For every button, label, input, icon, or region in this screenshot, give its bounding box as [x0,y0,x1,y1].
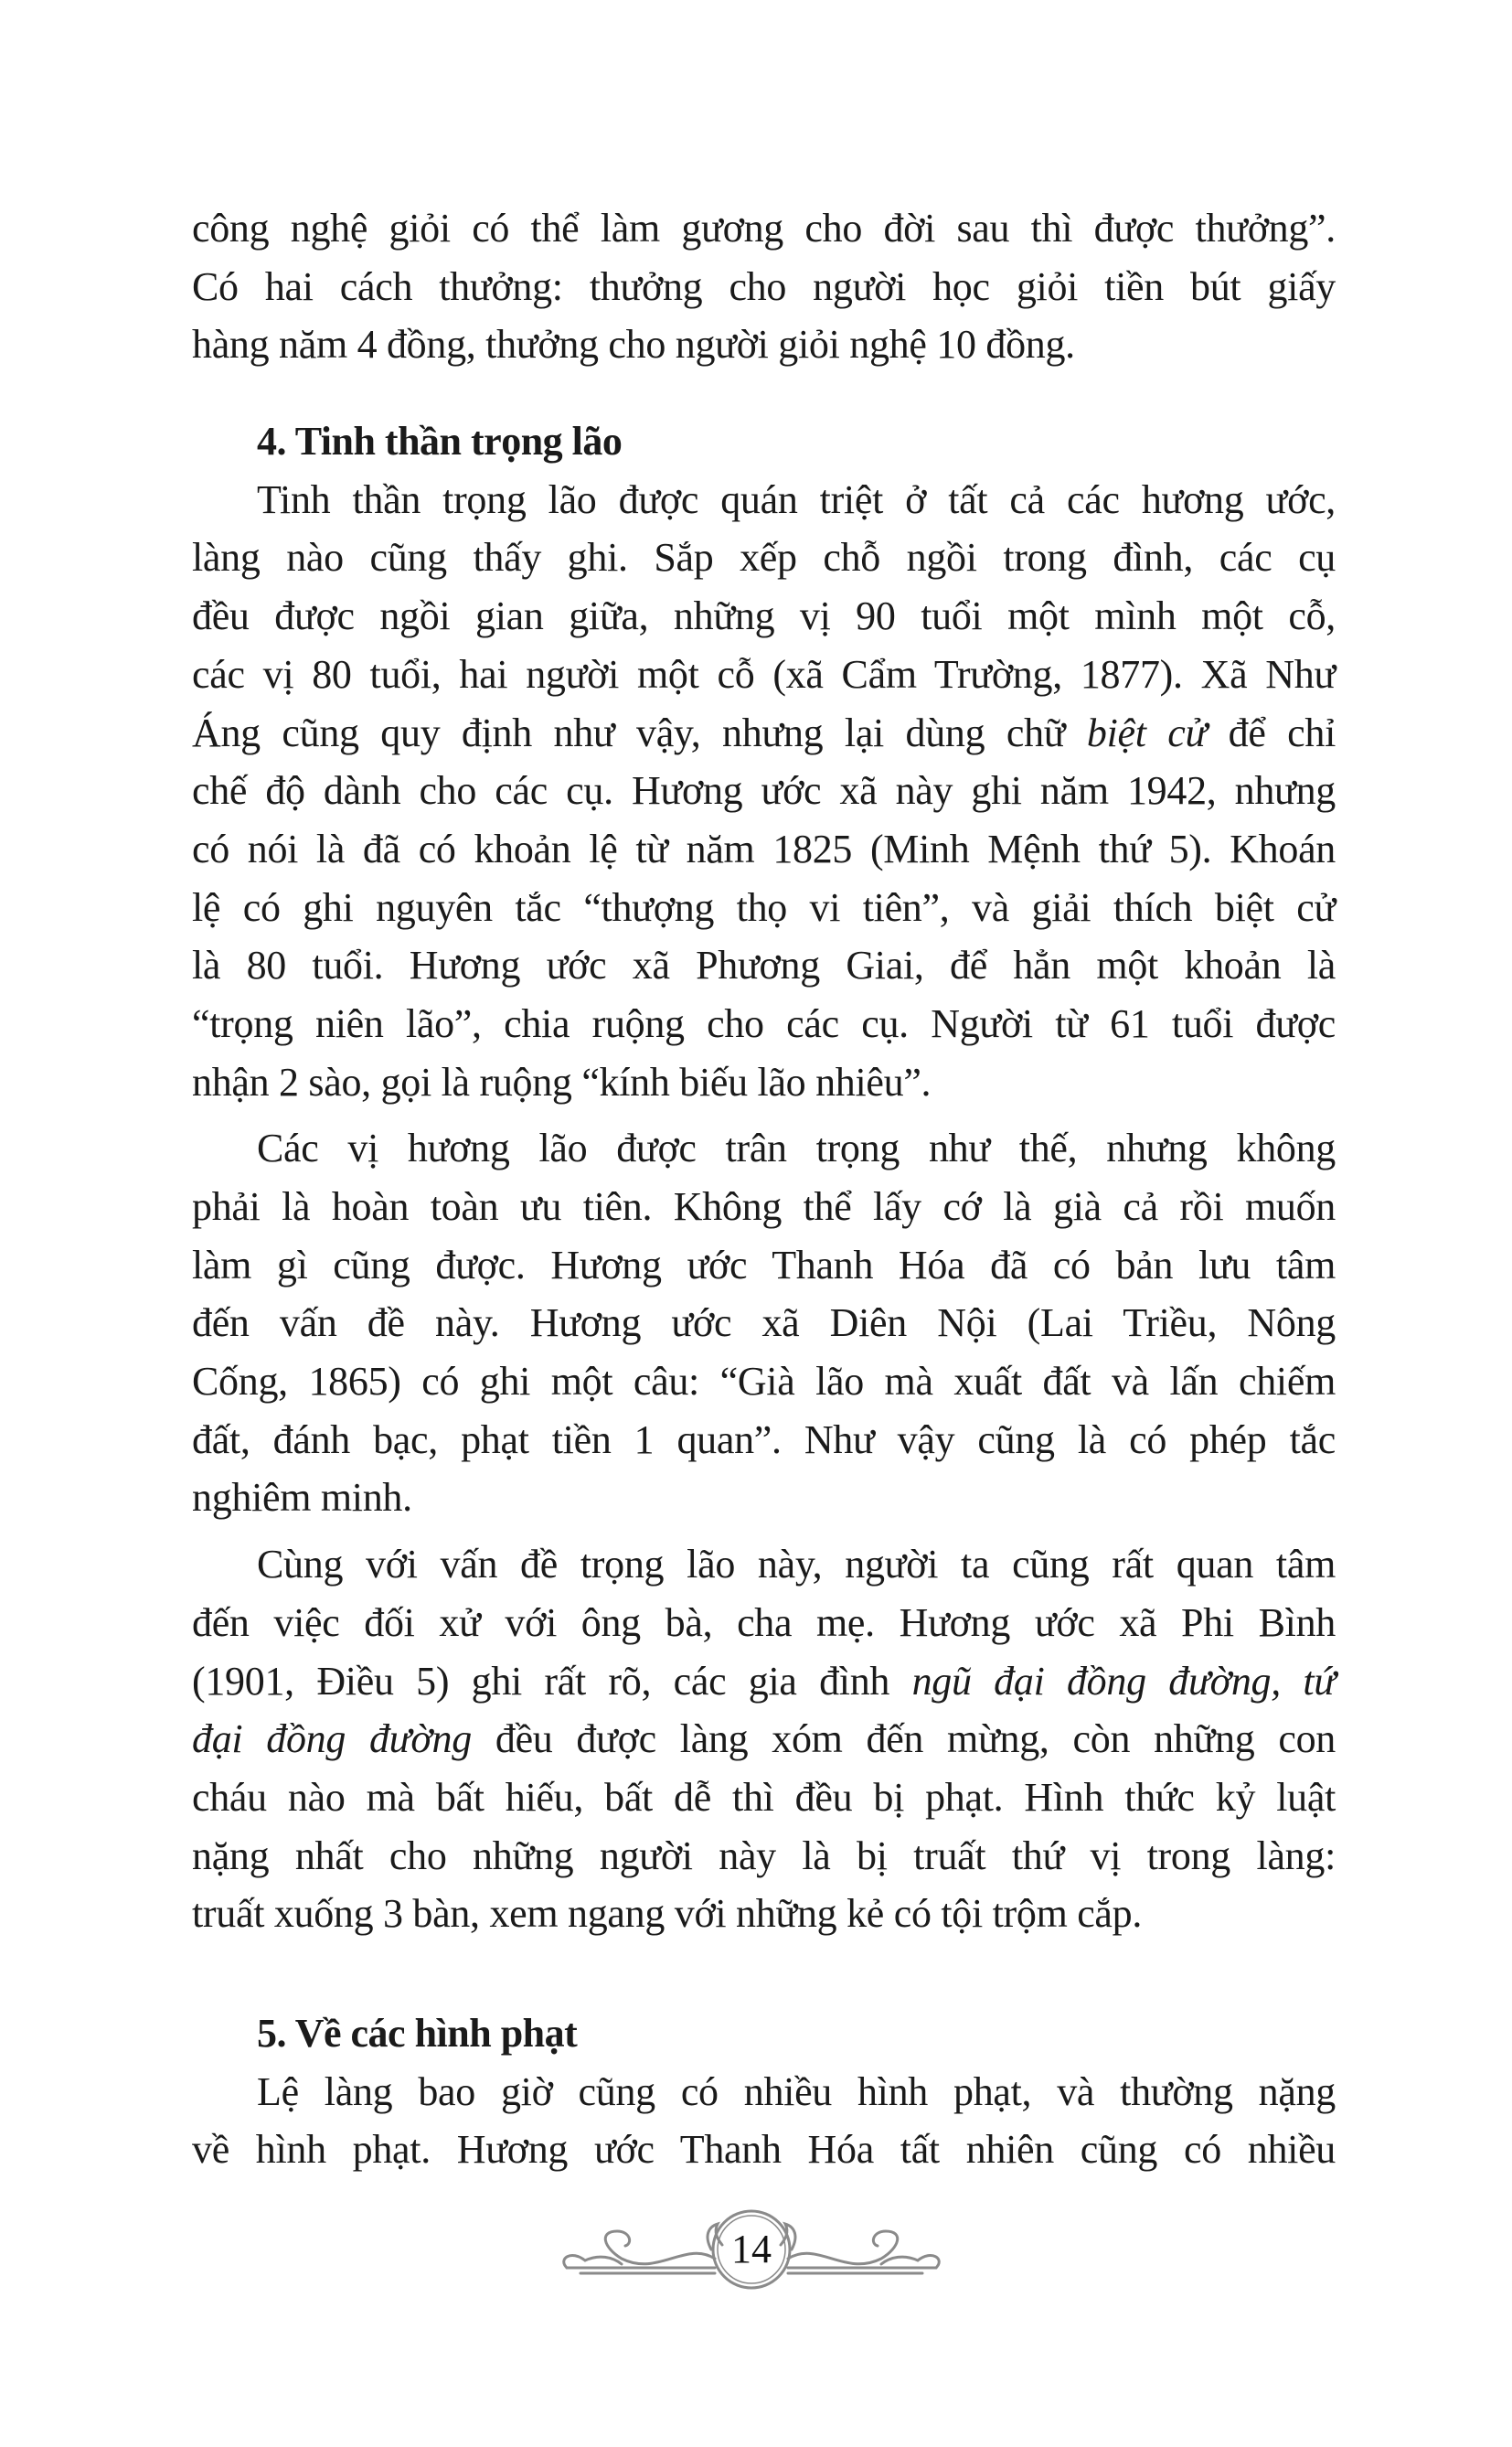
text-line [192,258,1336,316]
section-heading: 5. Về các hình phạt [257,2010,578,2056]
text-span: nhận 2 sào, gọi là ruộng “kính biếu lão nhiêu”. [192,1059,932,1105]
section-heading: 4. Tinh thần trọng lão [257,419,623,465]
text-span: đất, đánh bạc, phạt tiền 1 quan”. Như vậy cũng là có phép tắc [192,1416,1336,1462]
text-span: các vị 80 tuổi, hai người một cỗ (xã Cẩm Trường, 1877). Xã Như [192,651,1336,697]
text-line [192,1053,1336,1112]
text-span: phải là hoàn toàn ưu tiên. Không thể lấy cớ là già cả rồi muốn [192,1184,1336,1229]
italic-text: ngũ đại đồng đường, tứ [911,1658,1336,1704]
text-line [192,529,1336,587]
text-line [192,1535,1336,1594]
text-span: làm gì cũng được. Hương ước Thanh Hóa đã có bản lưu tâm [192,1242,1336,1288]
text-line [192,762,1336,820]
paragraph [192,199,1336,374]
text-span: đều được ngồi gian giữa, những vị 90 tuổi một mình một cỗ, [192,593,1336,639]
text-span: Cùng với vấn đề trọng lão này, người ta cũng rất quan tâm [257,1542,1336,1587]
text-span: có nói là đã có khoản lệ từ năm 1825 (Minh Mệnh thứ 5). Khoán [192,826,1336,871]
page-number-ornament [548,2204,954,2295]
text-line [192,1469,1336,1527]
text-line [192,1352,1336,1411]
text-line [192,1827,1336,1886]
text-span: cháu nào mà bất hiếu, bất dễ thì đều bị phạt. Hình thức kỷ luật [192,1774,1336,1820]
text-line [192,1885,1336,1943]
text-line [192,1411,1336,1469]
text-line [192,1119,1336,1178]
text-span: làng nào cũng thấy ghi. Sắp xếp chỗ ngồi trong đình, các cụ [192,535,1336,581]
text-span: Có hai cách thưởng: thưởng cho người học giỏi tiền bút giấy [192,263,1336,309]
text-span: lệ có ghi nguyên tắc “thượng thọ vi tiên”, và giải thích biệt cử [192,884,1336,930]
text-line [192,199,1336,258]
text-span: “trọng niên lão”, chia ruộng cho các cụ. Người từ 61 tuổi được [192,1000,1336,1046]
text-line [192,936,1336,995]
text-line [192,1594,1336,1652]
text-line [192,315,1336,374]
text-span: Lệ làng bao giờ cũng có nhiều hình phạt, và thường nặng [257,2068,1336,2114]
text-line [192,2063,1336,2121]
text-span: về hình phạt. Hương ước Thanh Hóa tất nhiên cũng có nhiều [192,2127,1336,2173]
page-body [192,199,1336,2179]
text-line [192,1768,1336,1827]
text-span: đều được làng xóm đến mừng, còn những con [471,1716,1336,1762]
text-line [192,704,1336,763]
text-span: Tinh thần trọng lão được quán triệt ở tất cả các hương ước, [257,476,1336,522]
page-number: 14 [731,2227,772,2271]
text-line [192,995,1336,1053]
text-span: nặng nhất cho những người này là bị truất thứ vị trong làng: [192,1833,1336,1878]
text-line [192,471,1336,529]
text-span: để chỉ [1207,710,1336,755]
text-line [192,879,1336,937]
text-span: là 80 tuổi. Hương ước xã Phương Giai, để hẳn một khoản là [192,943,1336,988]
text-span: công nghệ giỏi có thể làm gương cho đời sau thì được thưởng”. [192,206,1336,251]
text-span: (1901, Điều 5) ghi rất rõ, các gia đình [192,1658,912,1704]
text-span: Cống, 1865) có ghi một câu: “Già lão mà xuất đất và lấn chiếm [192,1359,1336,1405]
text-span: nghiêm minh. [192,1475,412,1521]
paragraph [192,471,1336,1112]
text-span: Áng cũng quy định như vậy, nhưng lại dùng chữ [192,710,1087,755]
text-line [192,1652,1336,1711]
italic-text: đại đồng đường [192,1716,472,1762]
text-line [192,2121,1336,2179]
text-span: truất xuống 3 bàn, xem ngang với những kẻ có tội trộm cắp. [192,1891,1143,1937]
text-span: đến vấn đề này. Hương ước xã Diên Nội (Lai Triều, Nông [192,1300,1336,1346]
text-line [192,1236,1336,1295]
italic-text: biệt cử [1086,710,1208,755]
text-span: Các vị hương lão được trân trọng như thế, nhưng không [257,1126,1336,1171]
text-span: đến việc đối xử với ông bà, cha mẹ. Hương ước xã Phi Bình [192,1599,1336,1645]
text-line [192,820,1336,879]
text-line [192,646,1336,704]
text-line [192,1710,1336,1768]
text-line [192,1178,1336,1236]
text-line [192,587,1336,646]
text-span: chế độ dành cho các cụ. Hương ước xã này ghi năm 1942, nhưng [192,768,1336,814]
text-span: hàng năm 4 đồng, thưởng cho người giỏi nghệ 10 đồng. [192,322,1075,368]
paragraph [192,1535,1336,1943]
paragraph [192,1119,1336,1527]
paragraph [192,2063,1336,2179]
text-line [192,1294,1336,1352]
